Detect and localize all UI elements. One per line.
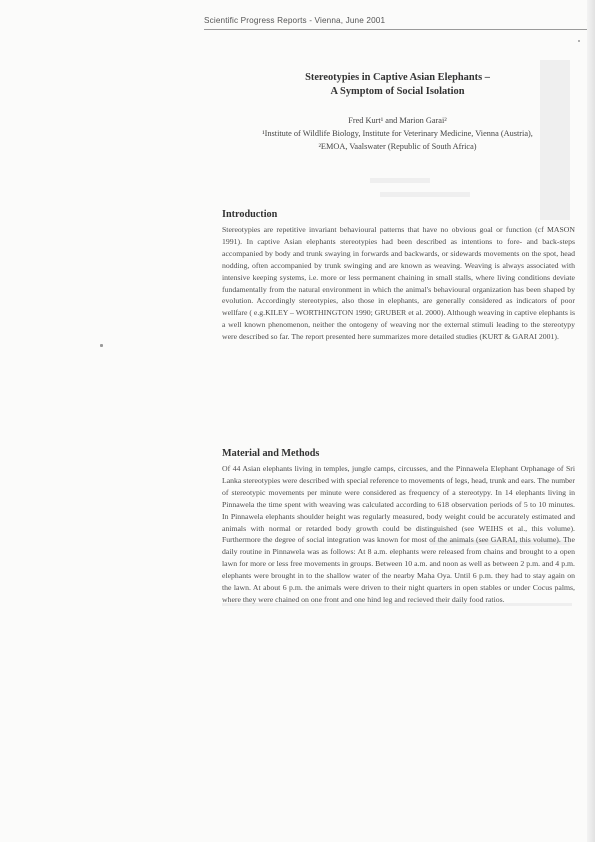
- methods-paragraph: Of 44 Asian elephants living in temples, jungle camps, circusses, and the Pinnawela Elephant Orphanage of Sri Lanka stereotypies were described with special reference to movements of legs, head, trunk and ears. The number of stereotypic movements per minute were considered as frequency of a stereotypy. In 14 elephants living in Pinnawela the time spent with weaving was calculated according to 618 observation periods of 5 to 10 minutes. In Pinnawela elephants shoulder height was regularly measured, body weight could be accurately estimated and animals with normal or retarded body growth could be distinguished (see WEIHS et al., this volume). Furthermore the degree of social integration was known for most of the animals (see GARAI, this volume). The daily routine in Pinnawela was as follows: At 8 a.m. elephants were released from chains and brought to a open lawn for more or less free movements in groups. Between 10 a.m. and noon as well as between 2 p.m. and 4 p.m. elephants were brought in to the shallow water of the nearby Maha Oya. Until 6 p.m. they had to stay again on the lawn. At about 6 p.m. the animals were driven to their night quarters in open stables or under Cocus palms, where they were chained on one front and one hind leg and recieved their daily food ratios.: [222, 464, 575, 604]
- header-rule: [204, 29, 589, 30]
- show-through-shading: [370, 178, 430, 183]
- running-head: Scientific Progress Reports - Vienna, June 2001: [204, 16, 386, 25]
- paper-speck: [578, 40, 580, 42]
- affiliation-2: ²EMOA, Vaalswater (Republic of South Africa): [318, 142, 477, 151]
- section-heading-introduction: Introduction: [222, 209, 278, 220]
- introduction-paragraph: Stereotypies are repetitive invariant behavioural patterns that have no obvious goal or function (cf MASON 1991). In captive Asian elephants stereotypies had been described as intentions to fore- and back-steps accompanied by body and trunk swaying in forwards and backwards, or sidewards movements on the spot, head nodding, often accompanied by trunk swinging and are known as weaving. Weaving is always associated with intensive keeping systems, i.e. more or less permanent chaining in small stalls, where living conditions deviate fundamentally from the natural environment in which the animal's behavioural organization has been shaped by evolution. Accordingly stereotypies, also those in elephants, are generally considered as indicators of poor wellfare ( e.g.KILEY – WORTHINGTON 1990; GRUBER et al. 2000). Although weaving in captive elephants is a well known phenomenon, neither the ontogeny of weaving nor the external stimuli leading to the stereotypy were described so far. The report presented here summarizes more detailed studies (KURT & GARAI 2001).: [222, 225, 575, 342]
- affiliation-1: ¹Institute of Wildlife Biology, Institute for Veterinary Medicine, Vienna (Austria),: [262, 129, 533, 138]
- authors: Fred Kurt¹ and Marion Garai²: [348, 116, 447, 125]
- paper-speck: [100, 344, 103, 347]
- article-title-line-2: A Symptom of Social Isolation: [330, 86, 465, 97]
- page-edge: [587, 0, 595, 842]
- article-title-line-1: Stereotypies in Captive Asian Elephants –: [305, 72, 490, 83]
- section-heading-methods: Material and Methods: [222, 448, 320, 459]
- show-through-shading: [380, 192, 470, 197]
